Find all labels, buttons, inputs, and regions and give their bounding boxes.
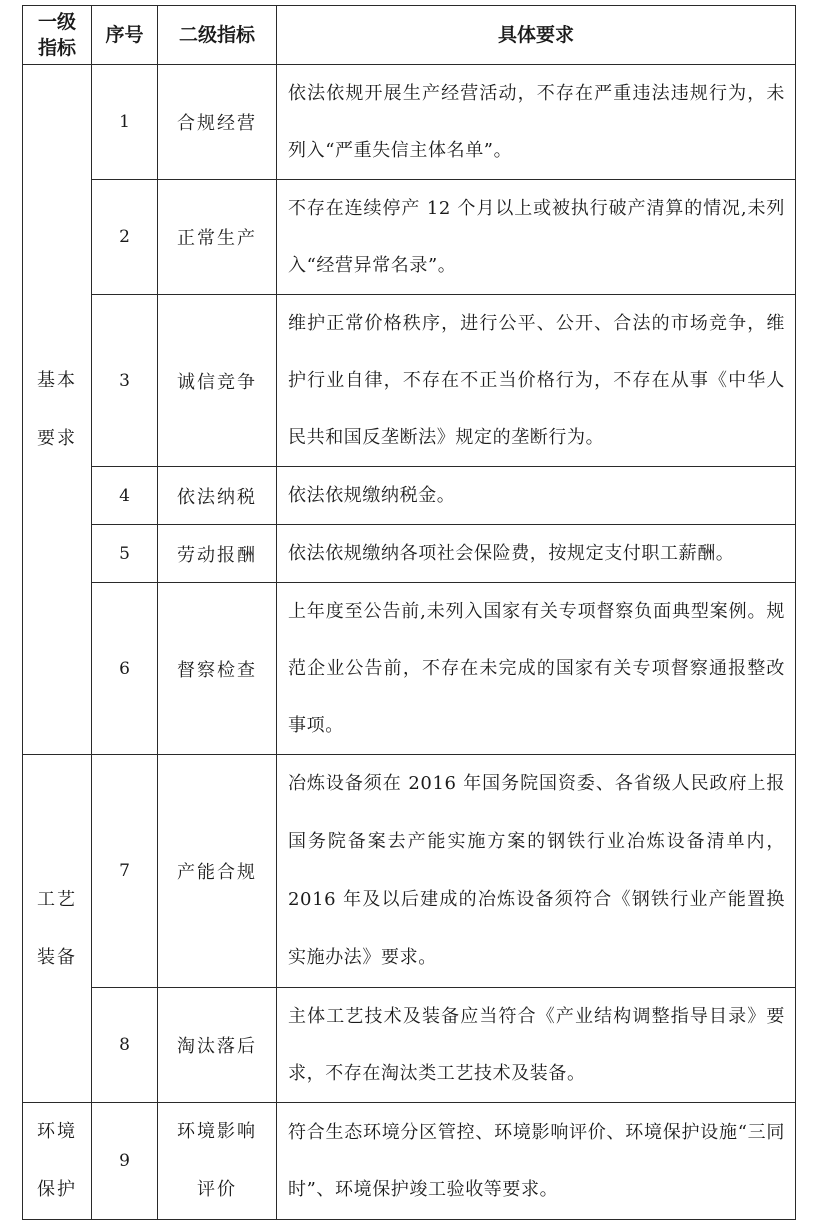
row-indicator-name-line2: 评价	[197, 1179, 237, 1200]
group-line1: 基本	[37, 369, 77, 391]
group-line1: 工艺	[37, 888, 77, 910]
row-number: 5	[92, 525, 158, 583]
row-number: 2	[92, 180, 158, 295]
row-number: 4	[92, 467, 158, 525]
header-serial-number: 序号	[92, 6, 158, 65]
row-number: 7	[92, 755, 158, 988]
row-indicator-name: 正常生产	[158, 180, 277, 295]
row-indicator-name: 合规经营	[158, 65, 277, 180]
table-row	[23, 988, 796, 1103]
header-level1-indicator	[23, 6, 92, 65]
table-row	[23, 1103, 796, 1220]
row-requirement: 依法依规缴纳税金。	[277, 467, 796, 525]
row-requirement: 依法依规缴纳各项社会保险费，按规定支付职工薪酬。	[277, 525, 796, 583]
header-level1-line1: 一级	[37, 11, 76, 33]
row-requirement: 主体工艺技术及装备应当符合《产业结构调整指导目录》要求，不存在淘汰类工艺技术及装备。	[277, 988, 796, 1103]
table-row	[23, 525, 796, 583]
table-header-row	[23, 6, 796, 65]
table-row	[23, 180, 796, 295]
row-indicator-name: 依法纳税	[158, 467, 277, 525]
row-number: 6	[92, 583, 158, 755]
table-row	[23, 467, 796, 525]
header-level1-line2: 指标	[37, 37, 76, 59]
header-level2-indicator: 二级指标	[158, 6, 277, 65]
row-indicator-name: 诚信竞争	[158, 295, 277, 467]
group-line2: 保护	[37, 1179, 77, 1200]
row-requirement: 维护正常价格秩序，进行公平、公开、合法的市场竞争，维护行业自律，不存在不正当价格行为，不存在从事《中华人民共和国反垄断法》规定的垄断行为。	[277, 295, 796, 467]
group-process-equipment	[23, 755, 92, 1103]
row-indicator-name: 产能合规	[158, 755, 277, 988]
group-environmental-protection	[23, 1103, 92, 1220]
row-number: 9	[92, 1103, 158, 1220]
row-requirement: 符合生态环境分区管控、环境影响评价、环境保护设施“三同时”、环境保护竣工验收等要求。	[277, 1103, 796, 1220]
requirements-table	[22, 5, 796, 1220]
group-basic-requirements	[23, 65, 92, 755]
row-number: 1	[92, 65, 158, 180]
table-row	[23, 755, 796, 988]
group-line2: 要求	[37, 427, 77, 449]
group-line2: 装备	[37, 946, 77, 968]
row-requirement: 冶炼设备须在 2016 年国务院国资委、各省级人民政府上报国务院备案去产能实施方案的钢铁行业冶炼设备清单内，2016 年及以后建成的冶炼设备须符合《钢铁行业产能置换实施办法》要求。	[277, 755, 796, 988]
row-requirement: 上年度至公告前,未列入国家有关专项督察负面典型案例。规范企业公告前，不存在未完成的国家有关专项督察通报整改事项。	[277, 583, 796, 755]
row-indicator-name: 督察检查	[158, 583, 277, 755]
row-indicator-name	[158, 1103, 277, 1220]
group-line1: 环境	[37, 1121, 77, 1142]
row-requirement: 依法依规开展生产经营活动，不存在严重违法违规行为，未列入“严重失信主体名单”。	[277, 65, 796, 180]
row-indicator-name-line1: 环境影响	[177, 1121, 257, 1142]
header-specific-requirements: 具体要求	[277, 6, 796, 65]
row-number: 8	[92, 988, 158, 1103]
row-indicator-name: 劳动报酬	[158, 525, 277, 583]
row-requirement: 不存在连续停产 12 个月以上或被执行破产清算的情况,未列入“经营异常名录”。	[277, 180, 796, 295]
row-indicator-name: 淘汰落后	[158, 988, 277, 1103]
table-row	[23, 65, 796, 180]
row-number: 3	[92, 295, 158, 467]
table-row	[23, 295, 796, 467]
table-row	[23, 583, 796, 755]
